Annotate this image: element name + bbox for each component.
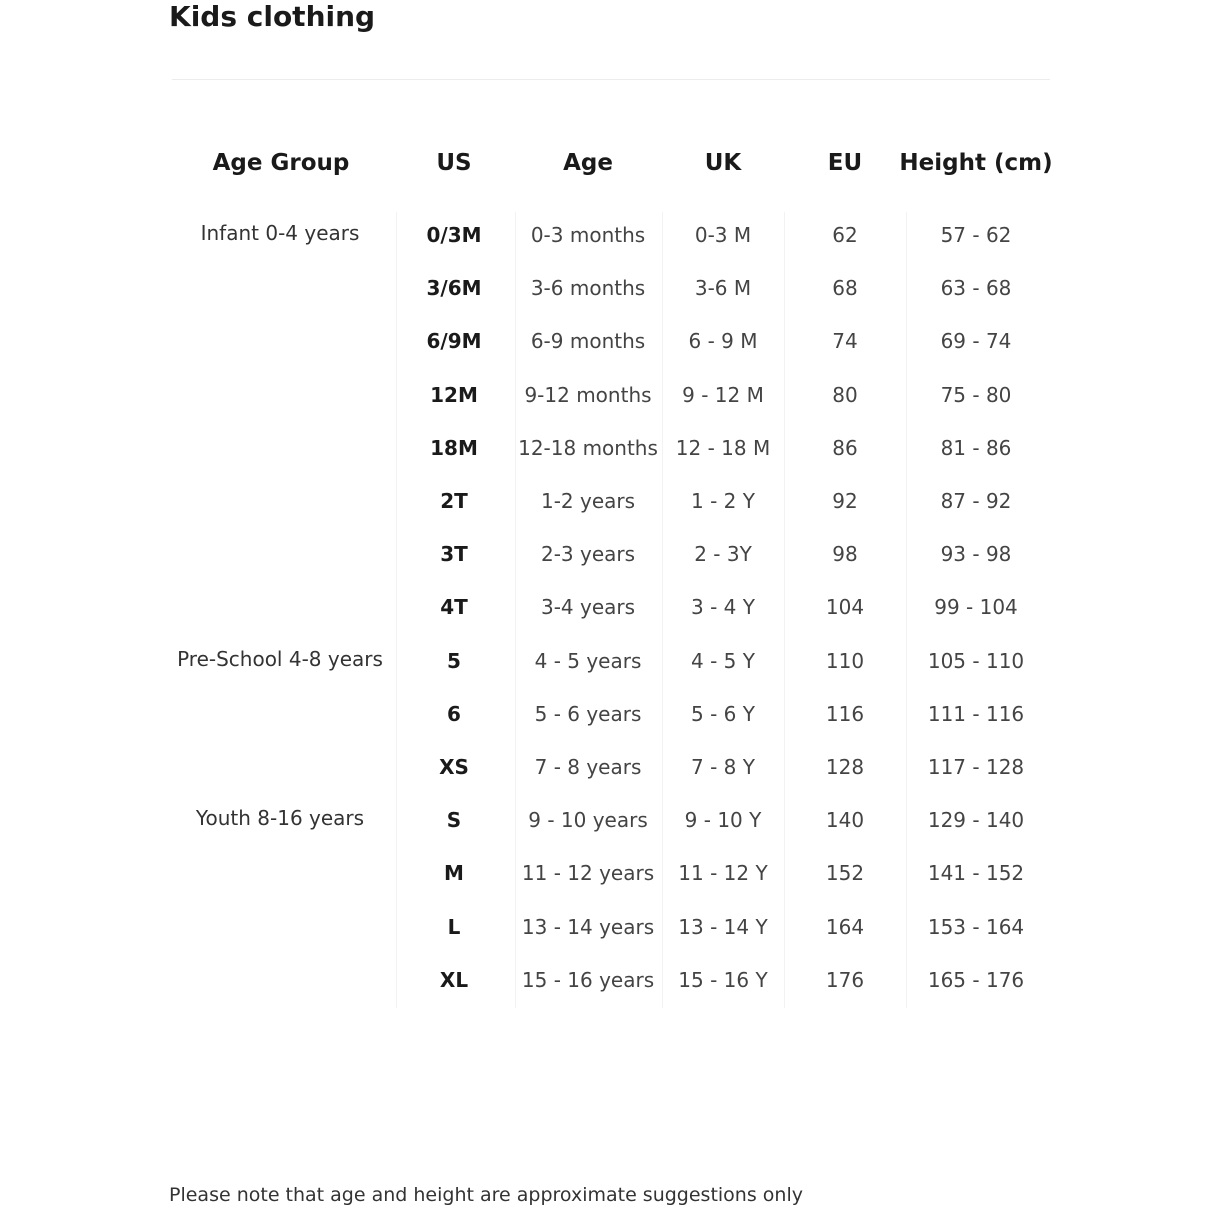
cell-eu: 80 <box>832 383 858 407</box>
cell-eu: 86 <box>832 436 858 460</box>
cell-us: XS <box>439 755 469 779</box>
cell-uk: 4 - 5 Y <box>691 649 755 673</box>
cell-uk: 2 - 3Y <box>694 542 752 566</box>
cell-us: 0/3M <box>426 223 482 247</box>
header-age: Age <box>563 150 613 176</box>
cell-age: 15 - 16 years <box>521 968 655 992</box>
cell-age: 9-12 months <box>524 383 652 407</box>
cell-eu: 68 <box>832 276 858 300</box>
cell-eu: 116 <box>825 702 865 726</box>
cell-eu: 98 <box>832 542 858 566</box>
cell-eu: 104 <box>825 595 865 619</box>
cell-age: 3-6 months <box>530 276 646 300</box>
cell-uk: 3 - 4 Y <box>691 595 755 619</box>
cell-us: 3T <box>440 542 468 566</box>
column-separator <box>396 212 397 1008</box>
cell-height: 165 - 176 <box>927 968 1025 992</box>
cell-eu: 92 <box>832 489 858 513</box>
cell-height: 81 - 86 <box>940 436 1012 460</box>
cell-us: 2T <box>440 489 468 513</box>
cell-height: 93 - 98 <box>940 542 1012 566</box>
cell-us: 4T <box>440 595 468 619</box>
cell-age: 2-3 years <box>540 542 636 566</box>
cell-height: 99 - 104 <box>934 595 1018 619</box>
cell-us: 18M <box>430 436 478 460</box>
cell-height: 87 - 92 <box>940 489 1012 513</box>
cell-height: 153 - 164 <box>927 915 1025 939</box>
cell-age: 11 - 12 years <box>521 861 655 885</box>
cell-us: XL <box>439 968 469 992</box>
title-divider <box>172 79 1050 80</box>
header-eu: EU <box>827 150 863 176</box>
page-title: Kids clothing <box>169 0 376 33</box>
header-uk: UK <box>704 150 742 176</box>
cell-height: 75 - 80 <box>940 383 1012 407</box>
cell-uk: 13 - 14 Y <box>678 915 768 939</box>
cell-eu: 128 <box>825 755 865 779</box>
cell-uk: 3-6 M <box>694 276 752 300</box>
cell-us: 12M <box>430 383 478 407</box>
cell-uk: 5 - 6 Y <box>691 702 755 726</box>
cell-us: L <box>447 915 461 939</box>
column-separator <box>662 212 663 1008</box>
cell-uk: 15 - 16 Y <box>678 968 768 992</box>
cell-height: 111 - 116 <box>927 702 1025 726</box>
cell-uk: 0-3 M <box>694 223 752 247</box>
cell-height: 129 - 140 <box>927 808 1025 832</box>
cell-age: 12-18 months <box>518 436 658 460</box>
header-us: US <box>436 150 472 176</box>
cell-height: 69 - 74 <box>940 329 1012 353</box>
cell-eu: 164 <box>825 915 865 939</box>
cell-uk: 7 - 8 Y <box>691 755 755 779</box>
column-separator <box>784 212 785 1008</box>
cell-uk: 1 - 2 Y <box>691 489 755 513</box>
cell-uk: 9 - 10 Y <box>684 808 762 832</box>
cell-age: 0-3 months <box>530 223 646 247</box>
cell-uk: 11 - 12 Y <box>678 861 768 885</box>
cell-us: 6/9M <box>426 329 482 353</box>
age-group-label: Youth 8-16 years <box>195 806 365 830</box>
cell-age: 6-9 months <box>530 329 646 353</box>
age-group-label: Pre-School 4-8 years <box>177 647 383 671</box>
header-age-group: Age Group <box>212 150 350 176</box>
header-height: Height (cm) <box>899 150 1053 176</box>
cell-age: 9 - 10 years <box>528 808 648 832</box>
cell-age: 3-4 years <box>540 595 636 619</box>
cell-eu: 176 <box>825 968 865 992</box>
cell-eu: 62 <box>832 223 858 247</box>
cell-age: 13 - 14 years <box>521 915 655 939</box>
cell-height: 141 - 152 <box>927 861 1025 885</box>
cell-age: 1-2 years <box>540 489 636 513</box>
cell-uk: 12 - 18 M <box>675 436 771 460</box>
cell-us: 3/6M <box>426 276 482 300</box>
cell-us: 5 <box>447 649 461 673</box>
cell-eu: 110 <box>825 649 865 673</box>
cell-uk: 9 - 12 M <box>682 383 764 407</box>
cell-age: 4 - 5 years <box>534 649 642 673</box>
cell-height: 63 - 68 <box>940 276 1012 300</box>
cell-us: S <box>446 808 462 832</box>
cell-us: 6 <box>447 702 461 726</box>
column-separator <box>515 212 516 1008</box>
cell-height: 117 - 128 <box>927 755 1025 779</box>
cell-height: 105 - 110 <box>927 649 1025 673</box>
column-separator <box>906 212 907 1008</box>
cell-age: 7 - 8 years <box>534 755 642 779</box>
cell-age: 5 - 6 years <box>534 702 642 726</box>
cell-us: M <box>444 861 464 885</box>
cell-eu: 140 <box>825 808 865 832</box>
cell-eu: 152 <box>825 861 865 885</box>
cell-height: 57 - 62 <box>940 223 1012 247</box>
disclaimer-note: Please note that age and height are approximate suggestions only <box>169 1184 803 1206</box>
cell-eu: 74 <box>832 329 858 353</box>
age-group-label: Infant 0-4 years <box>200 221 360 245</box>
cell-uk: 6 - 9 M <box>688 329 758 353</box>
